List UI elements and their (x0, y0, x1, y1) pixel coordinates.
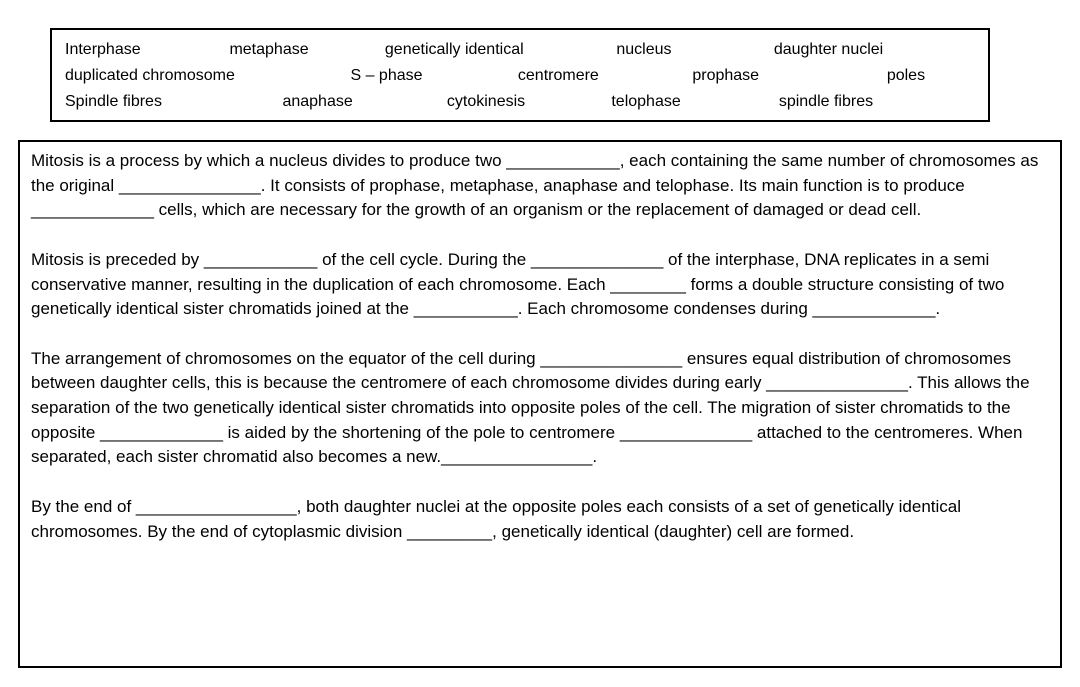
word-bank-box (50, 28, 990, 122)
word-bank-term: cytokinesis (446, 93, 526, 110)
passage-paragraph: Mitosis is a process by which a nucleus divides to produce two ____________, each containing the same number of chromosomes as the original _______________. It consists of prophase, metaphase, anaphase and telophase. Its main function is to produce _____________ cells, which are necessary for the growth of an organism or the replacement of damaged or dead cell. (31, 151, 1039, 220)
word-bank-term: poles (886, 67, 926, 84)
word-bank-term: centromere (517, 67, 599, 84)
word-bank-term: metaphase (229, 41, 309, 58)
word-bank-term: anaphase (282, 93, 353, 110)
passage-paragraph: The arrangement of chromosomes on the equator of the cell during _______________ ensures equal distribution of chromosomes between daughter cells, this is because the centromere of each chromosome divides during early _______________. This allows the separation of the two genetically identical sister chromatids into opposite poles of the cell. The migration of sister chromatids to the opposite _____________ is aided by the shortening of the pole to centromere ______________ attached to the centromeres. When separated, each sister chromatid also becomes a new.________________. (31, 348, 1030, 467)
word-bank-term: spindle fibres (778, 93, 874, 110)
passage-paragraph: Mitosis is preceded by ____________ of the cell cycle. During the ______________ of the interphase, DNA replicates in a semi conservative manner, resulting in the duplication of each chromosome. Each ________ forms a double structure consisting of two genetically identical sister chromatids joined at the ___________. Each chromosome condenses during _____________. (31, 249, 1005, 319)
passage-paragraph: By the end of _________________, both daughter nuclei at the opposite poles each consists of a set of genetically identical chromosomes. By the end of cytoplasmic division _________, genetically identical (daughter) cell are formed. (31, 496, 962, 541)
word-bank-term: genetically identical (384, 41, 524, 58)
word-bank-row (65, 89, 976, 115)
word-bank-term: Interphase (65, 41, 141, 58)
word-bank-term: telophase (611, 93, 681, 110)
word-bank-term: Spindle fibres (65, 93, 162, 110)
word-bank-term: S – phase (350, 67, 423, 84)
word-bank-term: prophase (692, 67, 760, 84)
passage-box (18, 140, 1062, 668)
word-bank-row (65, 63, 976, 89)
word-bank-term: daughter nuclei (773, 41, 884, 58)
word-bank-row (65, 37, 976, 63)
word-bank-term: duplicated chromosome (65, 67, 235, 84)
word-bank-term: nucleus (616, 41, 672, 58)
